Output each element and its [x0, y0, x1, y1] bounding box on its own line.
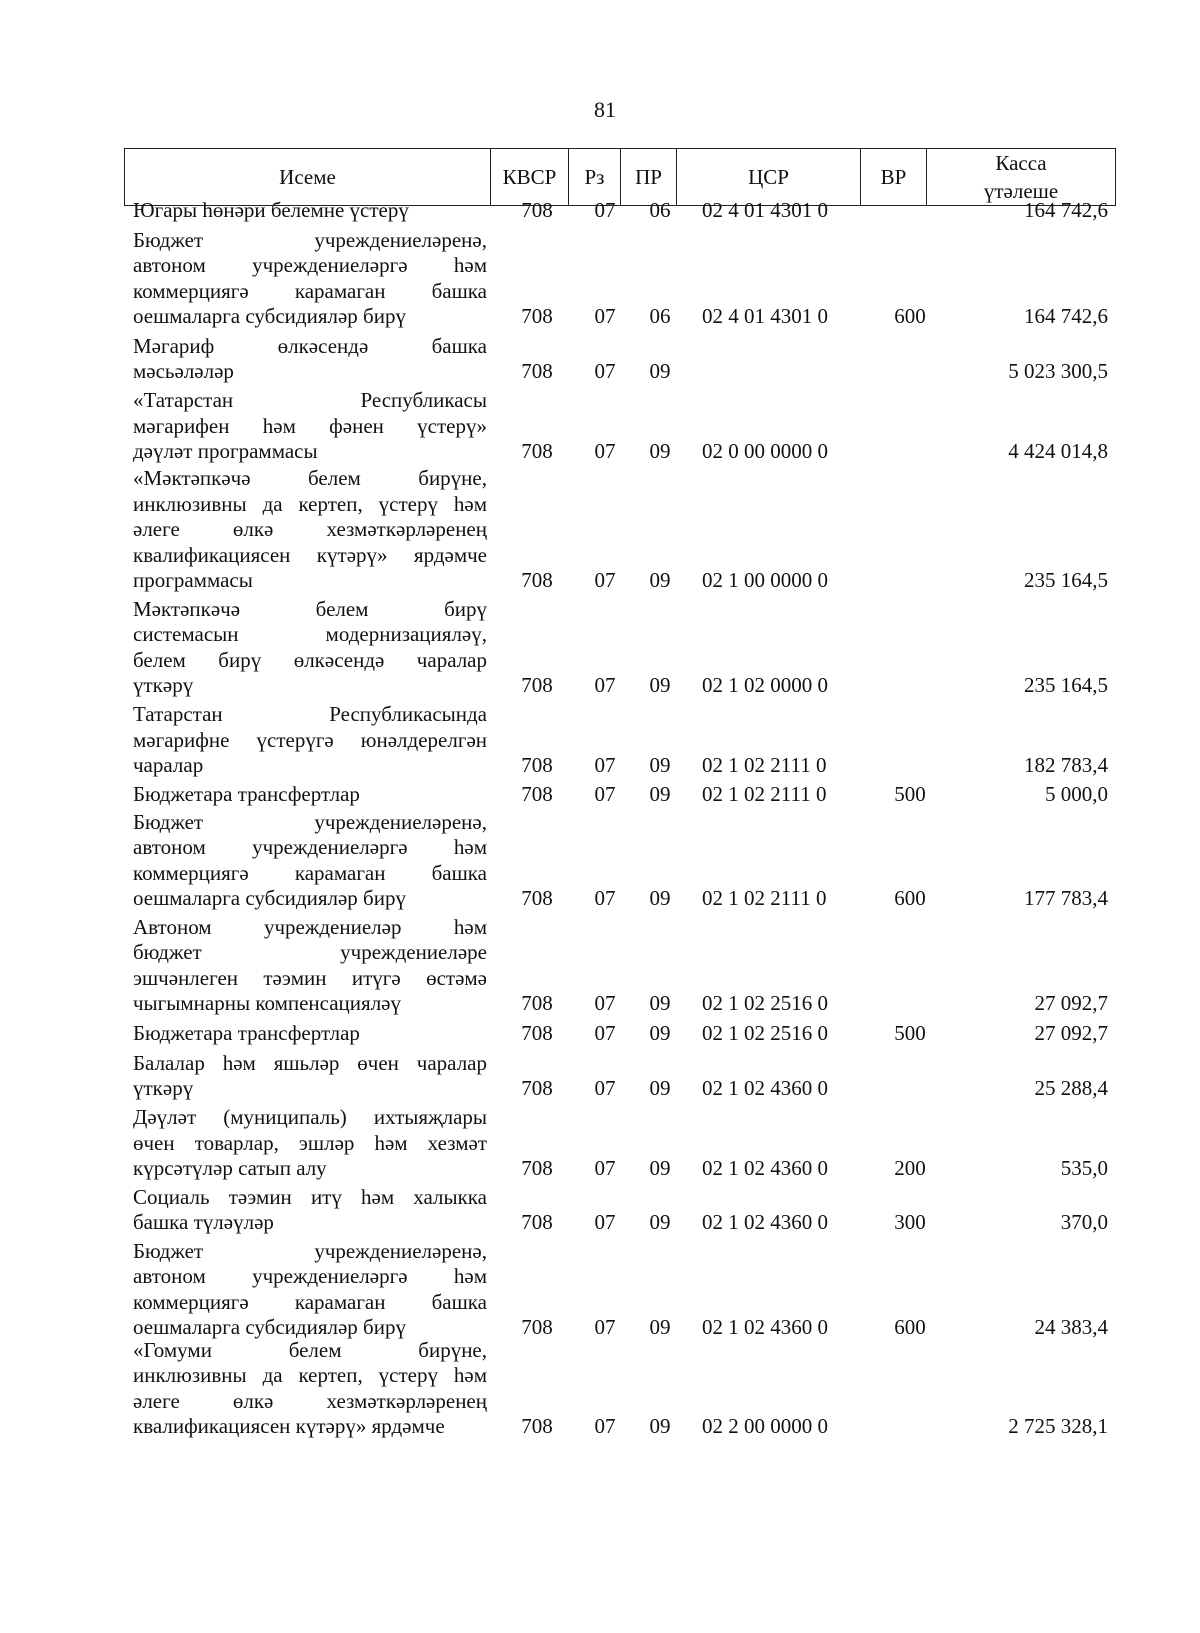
row-name-line: эшчәнлеген тәэмин итүгә өстәмә — [133, 965, 487, 990]
row-name-line: мәгарифен һәм фәнен үстерү» — [133, 413, 487, 438]
row-name-line: Татарстан Республикасында — [133, 702, 487, 727]
row-name-line: башка түләүләр — [133, 1210, 274, 1235]
row-name-line: Дәүләт (муниципаль) ихтыяҗлары — [133, 1105, 487, 1130]
row-name-line: автоном учреждениеләргә һәм — [133, 253, 487, 278]
row-kvsr: 708 — [521, 439, 553, 464]
row-name-line: әлеге өлкә хезмәткәрләренең — [133, 1388, 487, 1413]
row-kvsr: 708 — [521, 568, 553, 593]
row-csr: 02 1 00 0000 0 — [702, 568, 828, 593]
row-pr: 09 — [649, 782, 671, 807]
row-csr: 02 4 01 4301 0 — [702, 304, 828, 329]
row-name-line: системасын модернизацияләү, — [133, 622, 487, 647]
row-kvsr: 708 — [521, 753, 553, 778]
row-name — [133, 1338, 487, 1440]
row-csr: 02 1 02 2111 0 — [702, 782, 827, 807]
row-name — [133, 702, 487, 779]
row-pr: 09 — [649, 1076, 671, 1101]
row-amount: 235 164,5 — [1024, 568, 1108, 593]
row-rz: 07 — [594, 439, 616, 464]
row-name-line: Социаль тәэмин итү һәм халыкка — [133, 1184, 487, 1209]
row-amount: 177 783,4 — [1024, 886, 1108, 911]
row-vr: 600 — [894, 304, 926, 329]
row-pr: 09 — [649, 1210, 671, 1235]
row-name-line: Автоном учреждениеләр һәм — [133, 914, 487, 939]
row-csr: 02 1 02 0000 0 — [702, 673, 828, 698]
column-header-rz: Рз — [569, 149, 621, 206]
column-header-vr: ВР — [861, 149, 927, 206]
row-kvsr: 708 — [521, 673, 553, 698]
table-row — [0, 466, 1200, 594]
row-name — [133, 228, 487, 330]
row-name-line: оешмаларга субсидияләр бирү — [133, 886, 406, 911]
column-header-amount-line2: үтәлеше — [983, 179, 1059, 203]
row-csr: 02 1 02 4360 0 — [702, 1076, 828, 1101]
row-csr: 02 0 00 0000 0 — [702, 439, 828, 464]
row-rz: 07 — [594, 568, 616, 593]
row-pr: 09 — [649, 1156, 671, 1181]
row-amount: 5 023 300,5 — [1008, 359, 1108, 384]
row-rz: 07 — [594, 886, 616, 911]
row-amount: 164 742,6 — [1024, 304, 1108, 329]
row-name — [133, 1185, 487, 1236]
row-name-line: «Мәктәпкәчә белем бирүне, — [133, 466, 487, 490]
row-vr: 600 — [894, 886, 926, 911]
row-pr: 09 — [649, 753, 671, 778]
row-rz: 07 — [594, 1021, 616, 1046]
row-amount: 4 424 014,8 — [1008, 439, 1108, 464]
row-csr: 02 1 02 4360 0 — [702, 1156, 828, 1181]
table-row — [0, 1338, 1200, 1440]
row-kvsr: 708 — [521, 1315, 553, 1340]
row-pr: 09 — [649, 439, 671, 464]
row-amount: 27 092,7 — [1034, 991, 1108, 1016]
row-rz: 07 — [594, 1156, 616, 1181]
table-row — [0, 1105, 1200, 1182]
row-pr: 09 — [649, 1315, 671, 1340]
row-name — [133, 466, 487, 594]
row-csr: 02 1 02 2111 0 — [702, 886, 827, 911]
row-name-line: коммерциягә карамаган башка — [133, 1289, 487, 1314]
table-row — [0, 1021, 1200, 1047]
row-kvsr: 708 — [521, 1076, 553, 1101]
row-rz: 07 — [594, 753, 616, 778]
row-kvsr: 708 — [521, 1210, 553, 1235]
row-name-line: автоном учреждениеләргә һәм — [133, 835, 487, 860]
row-pr: 09 — [649, 673, 671, 698]
row-pr: 09 — [649, 1021, 671, 1046]
row-kvsr: 708 — [521, 1021, 553, 1046]
table-row — [0, 810, 1200, 912]
column-header-csr: ЦСР — [677, 149, 861, 206]
row-name — [133, 1021, 487, 1047]
row-name — [133, 915, 487, 1017]
row-rz: 07 — [594, 304, 616, 329]
row-name — [133, 334, 487, 385]
row-csr: 02 1 02 2111 0 — [702, 753, 827, 778]
row-rz: 07 — [594, 198, 616, 223]
row-csr: 02 4 01 4301 0 — [702, 198, 828, 223]
row-amount: 164 742,6 — [1024, 198, 1108, 223]
row-name-line: «Гомуми белем бирүне, — [133, 1337, 487, 1362]
row-kvsr: 708 — [521, 359, 553, 384]
row-name-line: программасы — [133, 568, 253, 593]
row-pr: 06 — [649, 304, 671, 329]
row-pr: 09 — [649, 568, 671, 593]
table-row — [0, 1185, 1200, 1236]
row-name-line: квалификациясен күтәрү» ярдәмче — [133, 1414, 445, 1439]
row-csr: 02 1 02 4360 0 — [702, 1210, 828, 1235]
row-rz: 07 — [594, 782, 616, 807]
row-name — [133, 782, 487, 808]
table-row — [0, 334, 1200, 385]
row-name-line: күрсәтүләр сатып алу — [133, 1156, 327, 1181]
row-name-line: Бюджет учреждениеләренә, — [133, 809, 487, 834]
row-name-line: автоном учреждениеләргә һәм — [133, 1264, 487, 1289]
column-header-kvsr: КВСР — [491, 149, 569, 206]
row-rz: 07 — [594, 1076, 616, 1101]
row-kvsr: 708 — [521, 198, 553, 223]
row-pr: 06 — [649, 198, 671, 223]
row-name-line: инклюзивны да кертеп, үстерү һәм — [133, 491, 487, 516]
row-pr: 09 — [649, 359, 671, 384]
row-csr: 02 1 02 4360 0 — [702, 1315, 828, 1340]
row-name-line: Бюджетара трансфертлар — [133, 782, 360, 807]
row-rz: 07 — [594, 1315, 616, 1340]
row-name-line: үткәрү — [133, 673, 194, 698]
row-amount: 182 783,4 — [1024, 753, 1108, 778]
row-kvsr: 708 — [521, 1156, 553, 1181]
row-rz: 07 — [594, 359, 616, 384]
row-name-line: «Татарстан Республикасы — [133, 388, 487, 413]
table-row — [0, 1051, 1200, 1102]
row-name-line: коммерциягә карамаган башка — [133, 278, 487, 303]
row-amount: 24 383,4 — [1034, 1315, 1108, 1340]
row-name — [133, 1105, 487, 1182]
page-number: 81 — [594, 97, 616, 122]
column-header-pr: ПР — [621, 149, 677, 206]
row-rz: 07 — [594, 673, 616, 698]
row-kvsr: 708 — [521, 886, 553, 911]
row-amount: 25 288,4 — [1034, 1076, 1108, 1101]
row-name — [133, 810, 487, 912]
row-vr: 500 — [894, 782, 926, 807]
row-amount: 235 164,5 — [1024, 673, 1108, 698]
row-name-line: коммерциягә карамаган башка — [133, 860, 487, 885]
row-name-line: бюджет учреждениеләре — [133, 940, 487, 965]
table-row — [0, 915, 1200, 1017]
column-header-name: Исеме — [125, 149, 491, 206]
row-rz: 07 — [594, 991, 616, 1016]
row-name — [133, 597, 487, 699]
table-row — [0, 388, 1200, 465]
row-name-line: Мәктәпкәчә белем бирү — [133, 596, 487, 621]
row-name-line: Бюджет учреждениеләренә, — [133, 1238, 487, 1263]
row-pr: 09 — [649, 886, 671, 911]
row-pr: 09 — [649, 1414, 671, 1439]
row-name-line: мәгарифне үстерүгә юнәлдерелгән — [133, 727, 487, 752]
table-row — [0, 782, 1200, 808]
row-name-line: чыгымнарны компенсацияләү — [133, 991, 401, 1016]
row-kvsr: 708 — [521, 991, 553, 1016]
table-row — [0, 1239, 1200, 1341]
row-name-line: Бюджет учреждениеләренә, — [133, 227, 487, 252]
row-vr: 300 — [894, 1210, 926, 1235]
row-csr: 02 2 00 0000 0 — [702, 1414, 828, 1439]
row-name-line: Бюджетара трансфертлар — [133, 1021, 360, 1046]
row-pr: 09 — [649, 991, 671, 1016]
row-kvsr: 708 — [521, 1414, 553, 1439]
row-name — [133, 1051, 487, 1102]
row-csr: 02 1 02 2516 0 — [702, 991, 828, 1016]
row-name-line: квалификациясен күтәрү» ярдәмче — [133, 542, 487, 567]
row-name-line: дәүләт программасы — [133, 439, 318, 464]
row-name-line: Мәгариф өлкәсендә башка — [133, 333, 487, 358]
row-amount: 370,0 — [1060, 1210, 1108, 1235]
row-name-line: оешмаларга субсидияләр бирү — [133, 1315, 406, 1340]
row-csr: 02 1 02 2516 0 — [702, 1021, 828, 1046]
table-row — [0, 597, 1200, 699]
row-name-line: мәсьәләләр — [133, 359, 234, 384]
table-row — [0, 198, 1200, 224]
table-row — [0, 228, 1200, 330]
row-name-line: Балалар һәм яшьләр өчен чаралар — [133, 1050, 487, 1075]
row-kvsr: 708 — [521, 782, 553, 807]
row-name-line: инклюзивны да кертеп, үстерү һәм — [133, 1363, 487, 1388]
row-name-line: чаралар — [133, 753, 204, 778]
row-amount: 5 000,0 — [1045, 782, 1108, 807]
row-amount: 2 725 328,1 — [1008, 1414, 1108, 1439]
row-kvsr: 708 — [521, 304, 553, 329]
row-rz: 07 — [594, 1210, 616, 1235]
row-name — [133, 1239, 487, 1341]
row-name-line: әлеге өлкә хезмәткәрләренең — [133, 517, 487, 542]
row-name-line: Югары һөнәри белемне үстерү — [133, 198, 409, 223]
row-amount: 27 092,7 — [1034, 1021, 1108, 1046]
row-name — [133, 198, 487, 224]
row-name-line: белем бирү өлкәсендә чаралар — [133, 647, 487, 672]
row-vr: 500 — [894, 1021, 926, 1046]
row-name — [133, 388, 487, 465]
column-header-amount-line1: Касса — [995, 151, 1047, 175]
row-amount: 535,0 — [1060, 1156, 1108, 1181]
row-name-line: өчен товарлар, эшләр һәм хезмәт — [133, 1130, 487, 1155]
row-vr: 200 — [894, 1156, 926, 1181]
row-vr: 600 — [894, 1315, 926, 1340]
table-row — [0, 702, 1200, 779]
row-name-line: оешмаларга субсидияләр бирү — [133, 304, 406, 329]
row-name-line: үткәрү — [133, 1076, 194, 1101]
row-rz: 07 — [594, 1414, 616, 1439]
